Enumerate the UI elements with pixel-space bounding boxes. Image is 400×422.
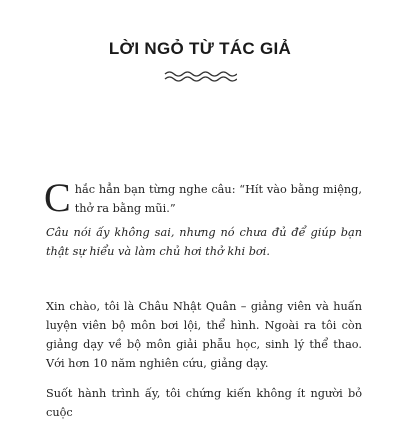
wave-divider-icon bbox=[163, 70, 237, 82]
paragraph-intro bbox=[44, 175, 362, 220]
page-title: LỜI NGỎ TỪ TÁC GIẢ bbox=[108, 39, 292, 58]
paragraph-intro-text: hắc hẳn bạn từng nghe câu: “Hít vào bằng miệng, thở ra bằng mũi.” bbox=[74, 183, 362, 215]
drop-cap: C bbox=[44, 175, 71, 220]
paragraph-journey: Suốt hành trình ấy, tôi chứng kiến không ít người bỏ cuộc bbox=[46, 387, 362, 419]
paragraph-author-intro: Xin chào, tôi là Châu Nhật Quân – giảng viên và huấn luyện viên bộ môn bơi lội, thể hình. Ngoài ra tôi còn giảng dạy về bộ môn giải phẫu học, sinh lý thể thao. Với hơn 10 năm nghiên cứu, giảng dạy. bbox=[46, 300, 362, 370]
paragraph-italic: Câu nói ấy không sai, nhưng nó chưa đủ để giúp bạn thật sự hiểu và làm chủ hơi thở khi bơi. bbox=[46, 226, 362, 258]
